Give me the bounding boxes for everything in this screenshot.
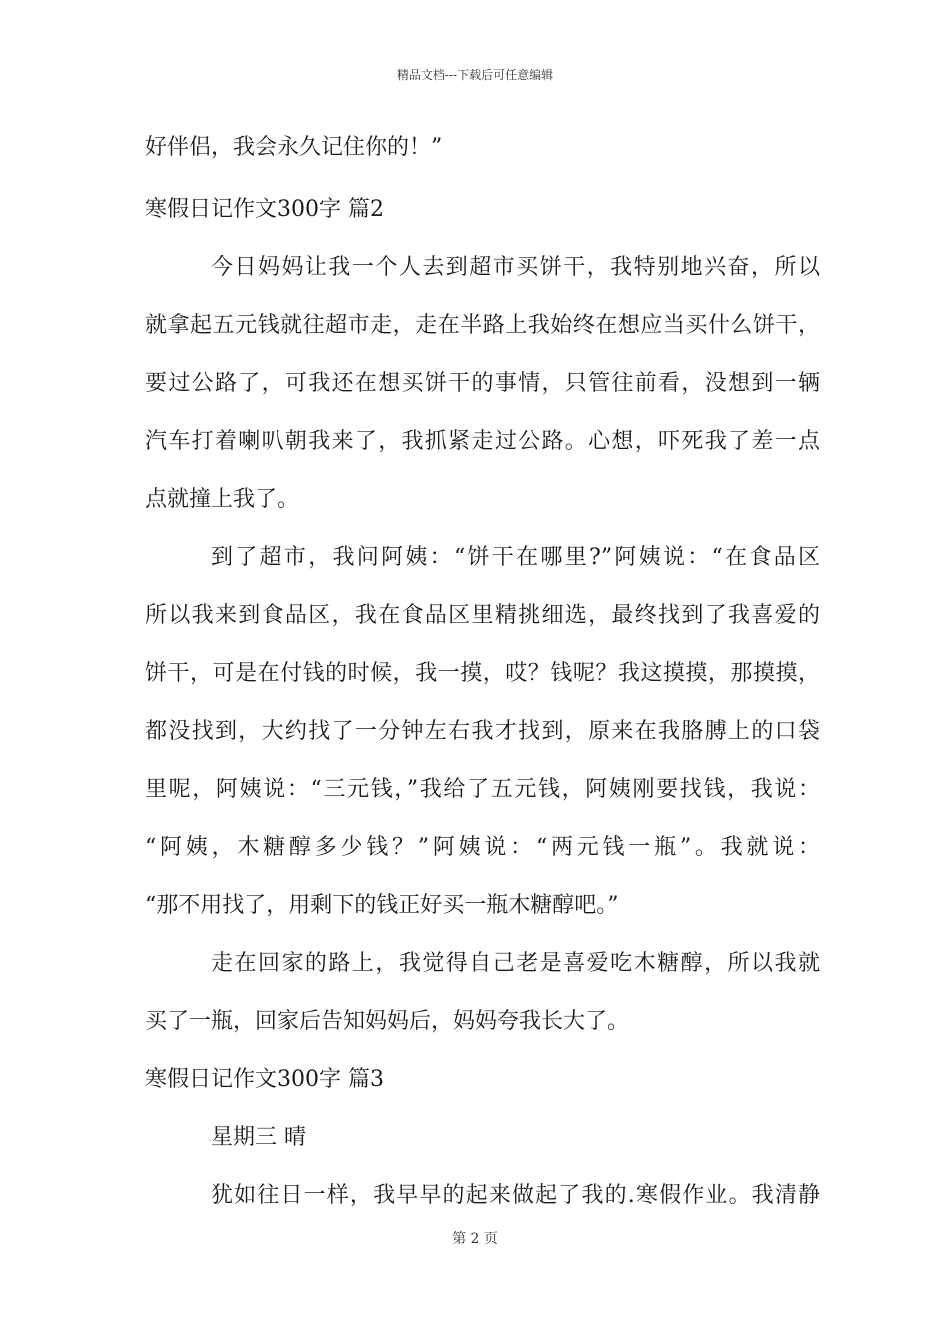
- paragraph-line: 买了一瓶，回家后告知妈妈后，妈妈夸我长大了。: [145, 1009, 630, 1034]
- paragraph-line: 里呢，阿姨说：“三元钱，”我给了五元钱，阿姨刚要找钱，我说：: [145, 777, 820, 802]
- paragraph-line: 汽车打着喇叭朝我来了，我抓紧走过公路。心想，吓死我了差一点: [145, 429, 820, 454]
- paragraph-line: 就拿起五元钱就往超市走，走在半路上我始终在想应当买什么饼干，: [145, 313, 820, 338]
- paragraph-line: 犹如往日一样，我早早的起来做起了我的.寒假作业。我清静: [211, 1183, 820, 1208]
- paragraph-line: 今日妈妈让我一个人去到超市买饼干，我特别地兴奋，所以: [211, 255, 820, 280]
- section-heading: 寒假日记作文300字 篇2: [145, 197, 384, 222]
- section-heading: 寒假日记作文300字 篇3: [145, 1067, 384, 1092]
- paragraph-line: 饼干，可是在付钱的时候，我一摸，哎？钱呢？我这摸摸，那摸摸，: [145, 661, 820, 686]
- paragraph-line: 点就撞上我了。: [145, 487, 300, 512]
- paragraph-line: 到了超市，我问阿姨：“饼干在哪里?”阿姨说：“在食品区: [211, 545, 820, 570]
- paragraph-line: 要过公路了，可我还在想买饼干的事情，只管往前看，没想到一辆: [145, 371, 820, 396]
- page-header: 精品文档---下载后可任意编辑: [396, 68, 554, 82]
- paragraph-line: 走在回家的路上，我觉得自己老是喜爱吃木糖醇，所以我就: [211, 951, 820, 976]
- paragraph-line: “那不用找了，用剩下的钱正好买一瓶木糖醇吧。”: [145, 893, 619, 918]
- paragraph-line: 都没找到，大约找了一分钟左右我才找到，原来在我胳膊上的口袋: [145, 719, 820, 744]
- paragraph-line: “阿姨，木糖醇多少钱？”阿姨说：“两元钱一瓶”。我就说：: [145, 835, 820, 860]
- page-number: 第 2 页: [452, 1231, 498, 1247]
- diary-date-line: 星期三 晴: [211, 1125, 306, 1150]
- text-line: 好伴侣，我会永久记住你的！”: [145, 135, 443, 160]
- paragraph-line: 所以我来到食品区，我在食品区里精挑细选，最终找到了我喜爱的: [145, 603, 820, 628]
